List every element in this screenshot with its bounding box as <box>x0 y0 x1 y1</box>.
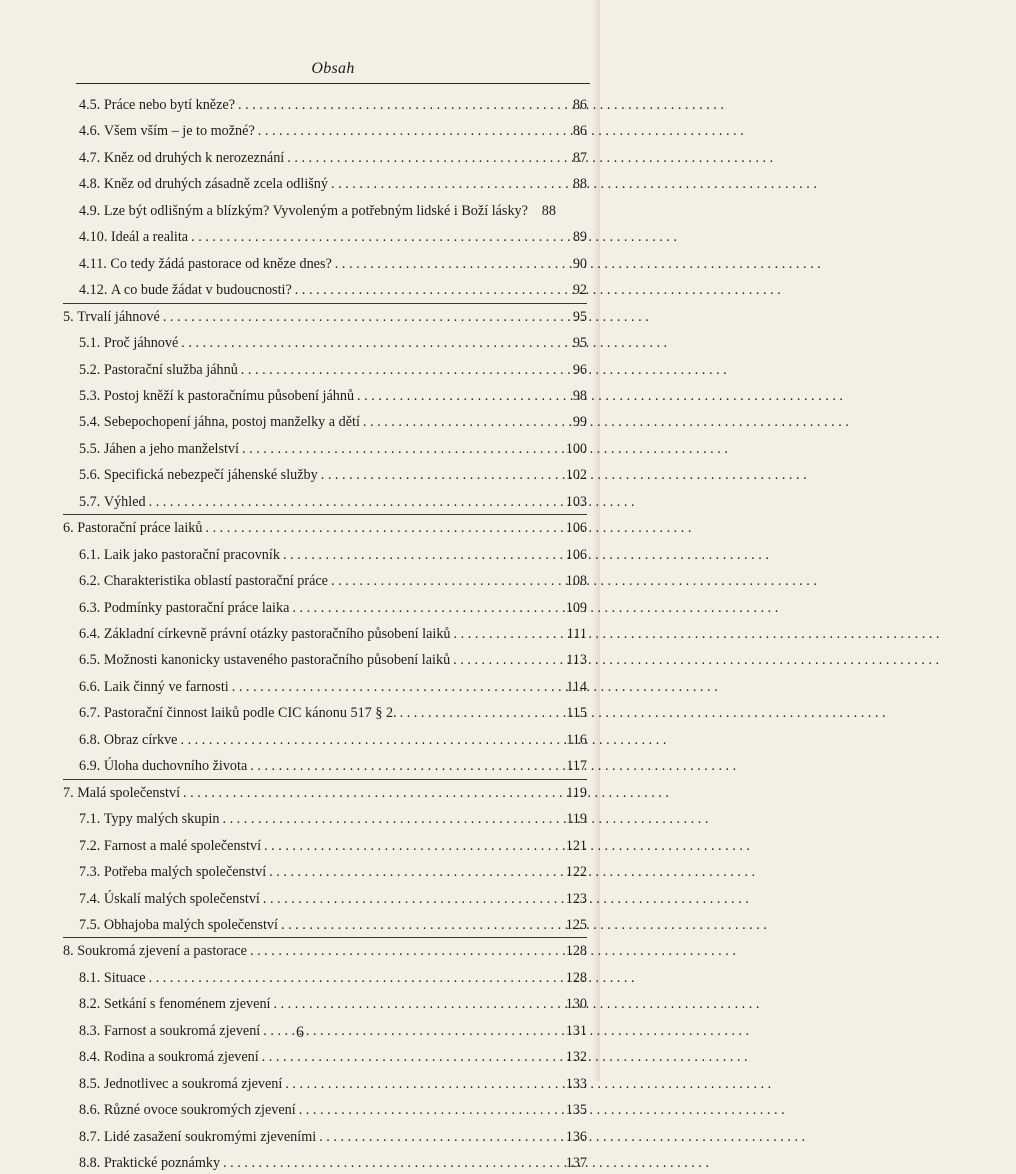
toc-leader-dots <box>292 597 562 619</box>
toc-entry-number: 6. <box>63 520 74 537</box>
toc-entry-title: Pastorační práce laiků <box>77 520 203 537</box>
toc-entry-title: Farnost a soukromá zjevení <box>103 1022 261 1039</box>
toc-entry[interactable] <box>79 438 587 460</box>
toc-leader-dots <box>183 782 563 804</box>
toc-entry-page: 119 <box>566 784 587 801</box>
toc-entry[interactable] <box>79 676 587 698</box>
toc-entry[interactable] <box>79 491 587 513</box>
toc-entry-title: Setkání s fenoménem zjevení <box>103 996 271 1013</box>
toc-entry-title: A co bude žádat v budoucnosti? <box>110 282 292 299</box>
toc-entry[interactable] <box>79 253 587 275</box>
toc-entry-number: 7.1. <box>79 811 101 828</box>
chapter-separator <box>63 514 587 515</box>
running-header: Obsah <box>311 60 355 77</box>
toc-entry-title: Pastorační služba jáhnů <box>103 361 238 378</box>
toc-entry-page: 131 <box>565 1022 587 1039</box>
toc-entry-page: 106 <box>565 520 587 537</box>
toc-entry[interactable] <box>79 861 587 883</box>
toc-entry-title: Jáhen a jeho manželství <box>103 440 239 457</box>
toc-entry-page: 96 <box>572 361 587 378</box>
toc-leader-dots <box>454 623 564 645</box>
toc-entry[interactable] <box>79 359 587 381</box>
toc-entry-number: 6.4. <box>79 626 101 642</box>
toc-entry[interactable] <box>79 570 587 592</box>
toc-entry-title: Soukromá zjevení a pastorace <box>77 943 247 960</box>
toc-entry[interactable] <box>79 332 587 354</box>
toc-entry-page: 103 <box>565 493 587 510</box>
toc-entry-number: 7.2. <box>79 837 101 854</box>
toc-entry-title: Trvalí jáhnové <box>77 308 160 325</box>
toc-entry-title: Možnosti kanonicky ustaveného pastoračního působení laiků <box>103 652 451 669</box>
toc-entry[interactable] <box>79 120 587 142</box>
toc-leader-dots <box>299 1099 563 1121</box>
toc-leader-dots <box>285 1073 562 1095</box>
toc-leader-dots <box>250 940 563 962</box>
toc-entry-number: 8.8. <box>79 1155 101 1171</box>
toc-entry-page: 114 <box>566 678 587 695</box>
toc-leader-dots <box>400 702 564 724</box>
toc-entry-number: 8.4. <box>79 1049 101 1066</box>
toc-entry[interactable] <box>79 94 587 116</box>
toc-entry[interactable] <box>79 835 587 857</box>
toc-entry-title: Obhajoba malých společenství <box>103 916 278 933</box>
toc-entry-page: 132 <box>565 1049 587 1066</box>
toc-entry-title: Malá společenství <box>77 784 181 801</box>
toc-entry[interactable] <box>79 597 587 619</box>
toc-entry-number: 5.6. <box>79 467 101 484</box>
toc-entry-title: Jednotlivec a soukromá zjevení <box>103 1075 283 1092</box>
toc-entry-number: 6.6. <box>79 678 101 695</box>
toc-entry[interactable] <box>79 649 587 671</box>
toc-entry-title: Obraz církve <box>103 731 178 748</box>
toc-leader-dots <box>331 173 564 195</box>
toc-entry[interactable] <box>79 914 587 936</box>
toc-entry-page: 133 <box>565 1075 587 1092</box>
toc-entry-page: 98 <box>572 387 587 404</box>
toc-entry-page: 115 <box>566 705 587 722</box>
toc-entry-page: 128 <box>565 943 587 960</box>
toc-entry[interactable] <box>79 729 587 751</box>
toc-entry-title: Lidé zasažení soukromými zjeveními <box>103 1128 317 1145</box>
toc-leader-dots <box>287 147 564 169</box>
toc-entry-page: 128 <box>565 969 587 986</box>
toc-leader-dots <box>283 544 563 566</box>
toc-leader-dots <box>149 967 563 989</box>
toc-chapter-entry[interactable] <box>63 782 587 804</box>
toc-entry-number: 7.5. <box>79 916 101 933</box>
toc-entry-page: 88 <box>541 202 556 219</box>
toc-entry-number: 6.1. <box>79 546 101 563</box>
toc-chapter-entry[interactable] <box>63 517 587 539</box>
toc-entry-page: 108 <box>565 573 587 590</box>
toc-entry-page: 88 <box>572 176 587 193</box>
toc-entry-number: 8.3. <box>79 1022 101 1039</box>
toc-entry-title: Sebepochopení jáhna, postoj manželky a dětí <box>103 414 360 431</box>
toc-entry-page: 109 <box>565 599 587 616</box>
toc-entry[interactable] <box>79 544 587 566</box>
toc-leader-dots <box>335 253 564 275</box>
toc-entry-page: 122 <box>565 864 587 881</box>
toc-entry-number: 4.11. <box>79 255 107 272</box>
toc-entry-number: 4.5. <box>79 97 101 113</box>
toc-entry-title: Praktické poznámky <box>103 1155 221 1171</box>
toc-leader-dots <box>453 649 563 671</box>
toc-entry-page: 111 <box>566 626 587 642</box>
toc-entry-number: 8.2. <box>79 996 101 1013</box>
toc-entry-title: Kněz od druhých zásadně zcela odlišný <box>103 176 328 193</box>
toc-entry-number: 6.9. <box>79 758 101 775</box>
toc-entry-title: Různé ovoce soukromých zjevení <box>103 1102 296 1119</box>
toc-entry-title: Základní církevně právní otázky pastoračního působení laiků <box>103 626 451 642</box>
toc-leader-dots <box>181 332 564 354</box>
toc-entry-page: 116 <box>566 731 587 748</box>
toc-leader-dots <box>321 464 563 486</box>
toc-entry-page: 113 <box>566 652 587 669</box>
toc-entry-number: 8.6. <box>79 1102 101 1119</box>
toc-leader-dots <box>191 226 564 248</box>
toc-entry[interactable] <box>79 279 587 301</box>
toc-leader-dots <box>222 808 563 830</box>
toc-entry[interactable] <box>79 993 587 1015</box>
chapter-separator <box>63 303 587 304</box>
toc-entry-title: Úskalí malých společenství <box>103 890 260 907</box>
toc-entry-page: 86 <box>572 97 587 113</box>
toc-leader-dots <box>223 1152 563 1174</box>
toc-leader-dots <box>331 570 563 592</box>
toc-entry-title: Kněz od druhých k nerozeznání <box>103 149 285 166</box>
toc-entry-page: 92 <box>572 282 587 299</box>
toc-entry-title: Výhled <box>103 493 146 510</box>
toc-entry-title: Laik jako pastorační pracovník <box>103 546 280 563</box>
toc-entry-title: Potřeba malých společenství <box>103 864 267 881</box>
toc-entry-page: 136 <box>565 1128 587 1145</box>
toc-entry[interactable] <box>79 1073 587 1095</box>
toc-entry-title: Práce nebo bytí kněze? <box>103 97 236 113</box>
toc-entry-page: 123 <box>565 890 587 907</box>
toc-entry[interactable] <box>79 464 587 486</box>
toc-entry-number: 8.5. <box>79 1075 101 1092</box>
toc-entry[interactable] <box>79 385 587 407</box>
toc-leader-dots <box>269 861 563 883</box>
toc-entry[interactable] <box>79 173 587 195</box>
toc-entry-title: Laik činný ve farnosti <box>103 678 229 695</box>
toc-entry-title: Typy malých skupin <box>103 811 220 828</box>
toc-leader-dots <box>258 120 564 142</box>
toc-entry[interactable] <box>79 411 587 433</box>
toc-entry-title: Podmínky pastorační práce laika <box>103 599 290 616</box>
toc-entry-title: Úloha duchovního života <box>103 758 248 775</box>
toc-entry-number: 5.5. <box>79 440 101 457</box>
page-number: 6 <box>296 1024 304 1041</box>
toc-entry-page: 99 <box>572 414 587 431</box>
toc-entry-page: 125 <box>565 916 587 933</box>
header-rule <box>76 83 590 84</box>
toc-leader-dots <box>163 306 564 328</box>
toc-chapter-entry[interactable] <box>63 940 587 962</box>
toc-entry-number: 4.6. <box>79 123 101 140</box>
toc-entry-number: 5.1. <box>79 335 101 352</box>
toc-leader-dots <box>262 1046 563 1068</box>
toc-entry-page: 137 <box>565 1155 587 1171</box>
toc-entry-number: 4.12. <box>79 282 108 299</box>
toc-leader-dots <box>238 94 564 116</box>
toc-entry[interactable] <box>79 147 587 169</box>
toc-entry-title: Postoj kněží k pastoračnímu působení jáhnů <box>103 387 355 404</box>
toc-entry-number: 5.3. <box>79 387 101 404</box>
toc-entry-page: 121 <box>565 837 587 854</box>
toc-entry-number: 6.2. <box>79 573 101 590</box>
toc-entry[interactable] <box>79 1099 587 1121</box>
toc-entry-number: 5.7. <box>79 493 101 510</box>
toc-entry-number: 8.1. <box>79 969 101 986</box>
toc-entry[interactable] <box>79 967 587 989</box>
toc-leader-dots <box>363 411 564 433</box>
toc-entry[interactable] <box>79 1152 587 1174</box>
toc-entry-number: 8.7. <box>79 1128 101 1145</box>
toc-entry-title: Farnost a malé společenství <box>103 837 262 854</box>
toc-entry-number: 7.4. <box>79 890 101 907</box>
toc-entry-number: 6.5. <box>79 652 101 669</box>
toc-leader-dots <box>205 517 562 539</box>
toc-leader-dots <box>250 755 563 777</box>
toc-entry[interactable] <box>79 226 587 248</box>
toc-entry-title: Ideál a realita <box>110 229 189 246</box>
chapter-separator <box>63 779 587 780</box>
toc-entry[interactable] <box>79 200 587 222</box>
toc-entry-page: 89 <box>572 229 587 246</box>
toc-leader-dots <box>180 729 563 751</box>
toc-entry-page: 106 <box>565 546 587 563</box>
toc-entry-number: 5.2. <box>79 361 101 378</box>
toc-entry-page: 117 <box>566 758 587 775</box>
toc-entry-number: 4.7. <box>79 149 101 166</box>
toc-leader-dots <box>263 888 563 910</box>
toc-leader-dots <box>241 359 564 381</box>
toc-entry[interactable] <box>79 702 587 724</box>
toc-chapter-entry[interactable] <box>63 306 587 328</box>
toc-entry[interactable] <box>79 623 587 645</box>
toc-entry-page: 100 <box>565 440 587 457</box>
toc-leader-dots <box>273 993 562 1015</box>
toc-entry-number: 6.3. <box>79 599 101 616</box>
toc-entry-page: 130 <box>565 996 587 1013</box>
toc-entry-title: Rodina a soukromá zjevení <box>103 1049 259 1066</box>
toc-entry[interactable] <box>79 808 587 830</box>
toc-entry-number: 4.9. <box>79 202 101 219</box>
toc-leader-dots <box>264 835 563 857</box>
toc-entry-page: 102 <box>565 467 587 484</box>
chapter-separator <box>63 937 587 938</box>
toc-leader-dots <box>295 279 564 301</box>
toc-leader-dots <box>232 676 564 698</box>
toc-entry[interactable] <box>79 755 587 777</box>
toc-entry-page: 135 <box>565 1102 587 1119</box>
toc-leader-dots <box>281 914 563 936</box>
toc-entry-number: 6.8. <box>79 731 101 748</box>
toc-leader-dots <box>149 491 563 513</box>
toc-entry-number: 4.8. <box>79 176 101 193</box>
toc-entry-title: Všem vším – je to možné? <box>103 123 255 140</box>
toc-entry-number: 4.10. <box>79 229 108 246</box>
toc-entry-number: 7. <box>63 784 74 801</box>
toc-entry[interactable] <box>79 1046 587 1068</box>
toc-entry[interactable] <box>79 1126 587 1148</box>
toc-entry-number: 5.4. <box>79 414 101 431</box>
toc-leader-dots <box>242 438 563 460</box>
toc-entry-page: 90 <box>572 255 587 272</box>
toc-leader-dots <box>319 1126 563 1148</box>
toc-entry-number: 6.7. <box>79 705 101 722</box>
toc-entry-number: 8. <box>63 943 74 960</box>
toc-entry-page: 87 <box>572 149 587 166</box>
toc-entry-title: Proč jáhnové <box>103 335 179 352</box>
toc-entry-title: Pastorační činnost laiků podle CIC kánonu 517 § 2. <box>103 705 397 722</box>
toc-entry-number: 7.3. <box>79 864 101 881</box>
toc-entry-page: 95 <box>572 308 587 325</box>
toc-entry-title: Lze být odlišným a blízkým? Vyvoleným a potřebným lidské i Boží lásky? <box>103 202 528 219</box>
toc-leader-dots <box>357 385 564 407</box>
toc-entry-page: 86 <box>572 123 587 140</box>
toc-entry-number: 5. <box>63 308 74 325</box>
toc-entry-title: Specifická nebezpečí jáhenské služby <box>103 467 318 484</box>
toc-entry[interactable] <box>79 888 587 910</box>
toc-entry-title: Situace <box>103 969 146 986</box>
toc-entry-page: 95 <box>572 335 587 352</box>
toc-entry-title: Charakteristika oblastí pastorační práce <box>103 573 328 590</box>
toc-entry-title: Co tedy žádá pastorace od kněze dnes? <box>110 255 332 272</box>
toc-entry-page: 119 <box>566 811 587 828</box>
